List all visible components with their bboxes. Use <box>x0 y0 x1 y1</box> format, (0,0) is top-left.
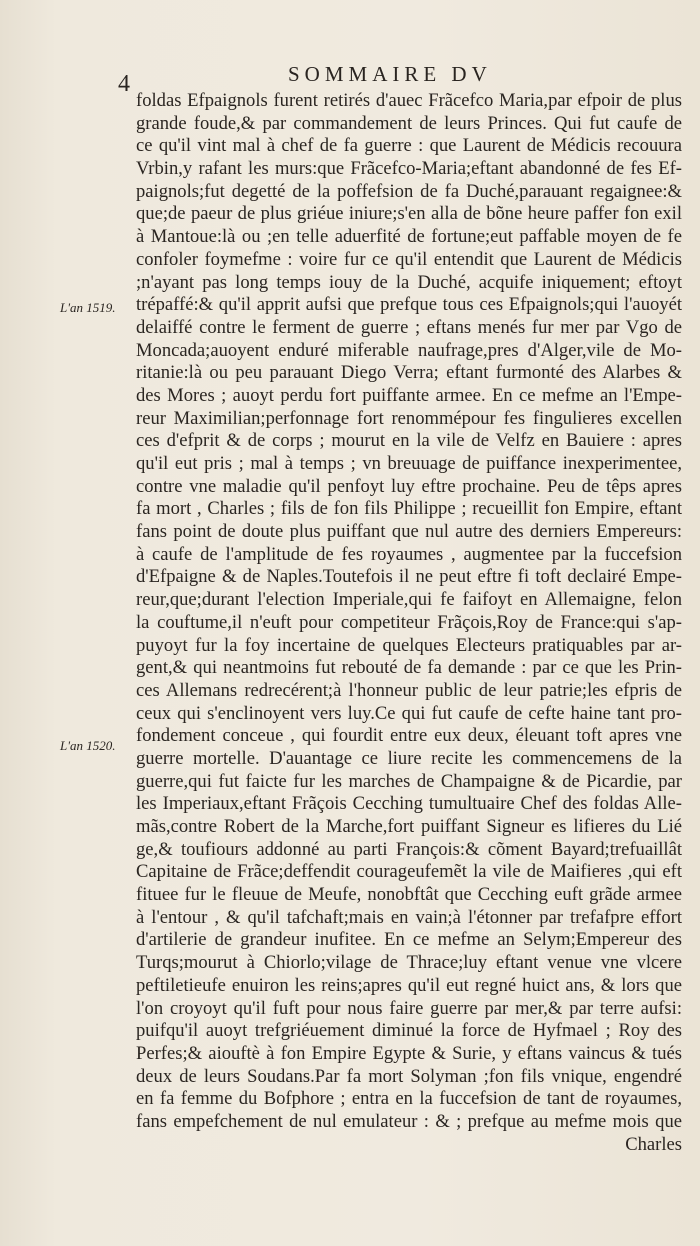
text-line: ceux qui s'enclinoyent vers luy.Ce qui fut caufe de cefte haine tant pro- <box>136 702 682 724</box>
text-line: ces d'efprit & de corps ; mourut en la vile de Velfz en Bauiere : apres <box>136 430 682 452</box>
text-line: Vrbin,y rafant les murs:que Frãcefco-Maria;eftant abandonné de fes Ef- <box>136 158 682 180</box>
text-line: les Imperiaux,eftant Frãçois Cecching tumultuaire Chef des foldas Alle- <box>136 793 682 815</box>
text-line: que;de paeur de plus griéue iniure;s'en alla de bõne heure paffer fon exil <box>136 203 682 225</box>
text-line: la couftume,il n'euft pour competiteur Frãçois,Roy de France:qui s'ap- <box>136 611 682 633</box>
text-line: trépaffé:& qu'il apprit aufsi que prefque tous ces Efpaignols;qui l'auoyét <box>136 294 682 316</box>
text-line: ;n'ayant pas long temps iouy de la Duché, acquife iniquement; eftoyt <box>136 271 682 293</box>
page-number: 4 <box>118 71 130 97</box>
text-line: d'Efpaigne & de Naples.Toutefois il ne peut eftre fi toft declairé Empe- <box>136 566 682 588</box>
margin-note-year: L'an 1520. <box>60 738 116 753</box>
text-line: guerre mortelle. D'auantage ce liure recite les commencemens de la <box>136 747 682 769</box>
text-line: guerre,qui fut faicte fur les marches de Champaigne & de Picardie, par <box>136 770 682 792</box>
text-line: à caufe de l'amplitude de fes royaumes , augmentee par la fuccefsion <box>136 543 682 565</box>
text-line: à Mantoue:là ou ;en telle aduerfité de fortune;eut paffable moyen de fe <box>136 226 682 248</box>
text-line: Capitaine de Frãce;deffendit courageufemẽt la vile de Maifieres ,qui eft <box>136 861 682 883</box>
text-line: fans point de doute plus puiffant que nul autre des derniers Empereurs: <box>136 521 682 543</box>
text-line: puifqu'il auoyt trefgriéuement diminué la force de Hyfmael ; Roy des <box>136 1020 682 1042</box>
text-line: ritanie:là ou peu parauant Diego Verra; eftant furmonté des Alarbes & <box>136 362 682 384</box>
text-line: reur,que;durant l'election Imperiale,qui fe faifoyt en Allemaigne, felon <box>136 589 682 611</box>
text-line: gent,& qui neantmoins fut rebouté de fa demande : par ce que les Prin- <box>136 657 682 679</box>
running-title: SOMMAIRE DV <box>288 62 492 86</box>
text-line: d'artilerie de grandeur inufitee. En ce mefme an Selym;Empereur des <box>136 929 682 951</box>
text-line: l'on croyoyt qu'il fuft pour nous faire guerre par mer,& par terre aufsi: <box>136 997 682 1019</box>
text-line: ge,& toufiours addonné au parti François:& cõment Bayard;trefuaillât <box>136 838 682 860</box>
text-line: grande foude,& par commandement de leurs Princes. Qui fut caufe de <box>136 112 682 134</box>
text-line: foldas Efpaignols furent retirés d'auec Frãcefco Maria,par efpoir de plus <box>136 90 682 111</box>
text-line: deux de leurs Soudans.Par fa mort Solyman ;fon fils vnique, engendré <box>136 1065 682 1087</box>
body-text <box>136 90 682 1156</box>
text-line: Turqs;mourut à Chiorlo;vilage de Thrace;luy eftant venue vne vlcere <box>136 952 682 974</box>
text-line: fa mort , Charles ; fils de fon fils Philippe ; recueillit fon Empire, eftant <box>136 498 682 520</box>
text-line: fituee fur le fleuue de Meufe, nonobftât que Cecching euft grãde armee <box>136 884 682 906</box>
text-line: puyoyt fur la foy incertaine de quelques Electeurs pratiquables par ar- <box>136 634 682 656</box>
text-line: en fa femme du Bofphore ; entra en la fuccefsion de tant de royaumes, <box>136 1088 682 1110</box>
text-line: fans empefchement de nul emulateur : & ; prefque au mefme mois que <box>136 1110 682 1132</box>
margin-note-year: L'an 1519. <box>60 300 116 315</box>
text-line: paignols;fut degetté de la poffefsion de fa Duché,parauant regaignee:& <box>136 180 682 202</box>
text-line: à l'entour , & qu'il tafchaft;mais en vain;à l'étonner par trefafpre effort <box>136 906 682 928</box>
text-line: mãs,contre Robert de la Marche,fort puiffant Signeur es lifieres du Lié <box>136 816 682 837</box>
text-line: des Mores ; auoyt perdu fort puiffante armee. En ce mefme an l'Empe- <box>136 384 682 406</box>
text-line: ces Allemans redrecérent;à l'honneur public de leur patrie;les efpris de <box>136 679 682 701</box>
text-line: ce qu'il vint mal à chef de fa guerre : que Laurent de Médicis recouura <box>136 135 682 157</box>
text-line: qu'il eut pris ; mal à temps ; vn breuuage de puiffance inexperimentee, <box>136 453 682 474</box>
text-line: contre vne maladie qu'il penfoyt luy eftre prochaine. Peu de têps apres <box>136 475 682 497</box>
text-line: reur Maximilian;perfonnage fort renommépour fes fingulieres excellen <box>136 407 682 429</box>
text-line: delaiffé contre le ferment de guerre ; eftans menés fur mer par Vgo de <box>136 316 682 338</box>
text-line: confoler foymefme : voire fur ce qu'il entendit que Laurent de Médicis <box>136 248 682 270</box>
text-line: Charles <box>625 1133 682 1155</box>
text-line: Moncada;auoyent enduré miferable naufrage,pres d'Alger,vile de Mo- <box>136 339 682 361</box>
page-header <box>0 58 700 97</box>
text-line: fondement conceue , qui fourdit entre eux deux, éleuant toft apres vne <box>136 725 682 747</box>
text-line: peftiletieufe enuiron les reins;apres qu'il eut regné huict ans, & lors que <box>136 974 682 996</box>
text-line: Perfes;& aiouftè à fon Empire Egypte & Surie, y eftans vaincus & tués <box>136 1042 682 1064</box>
